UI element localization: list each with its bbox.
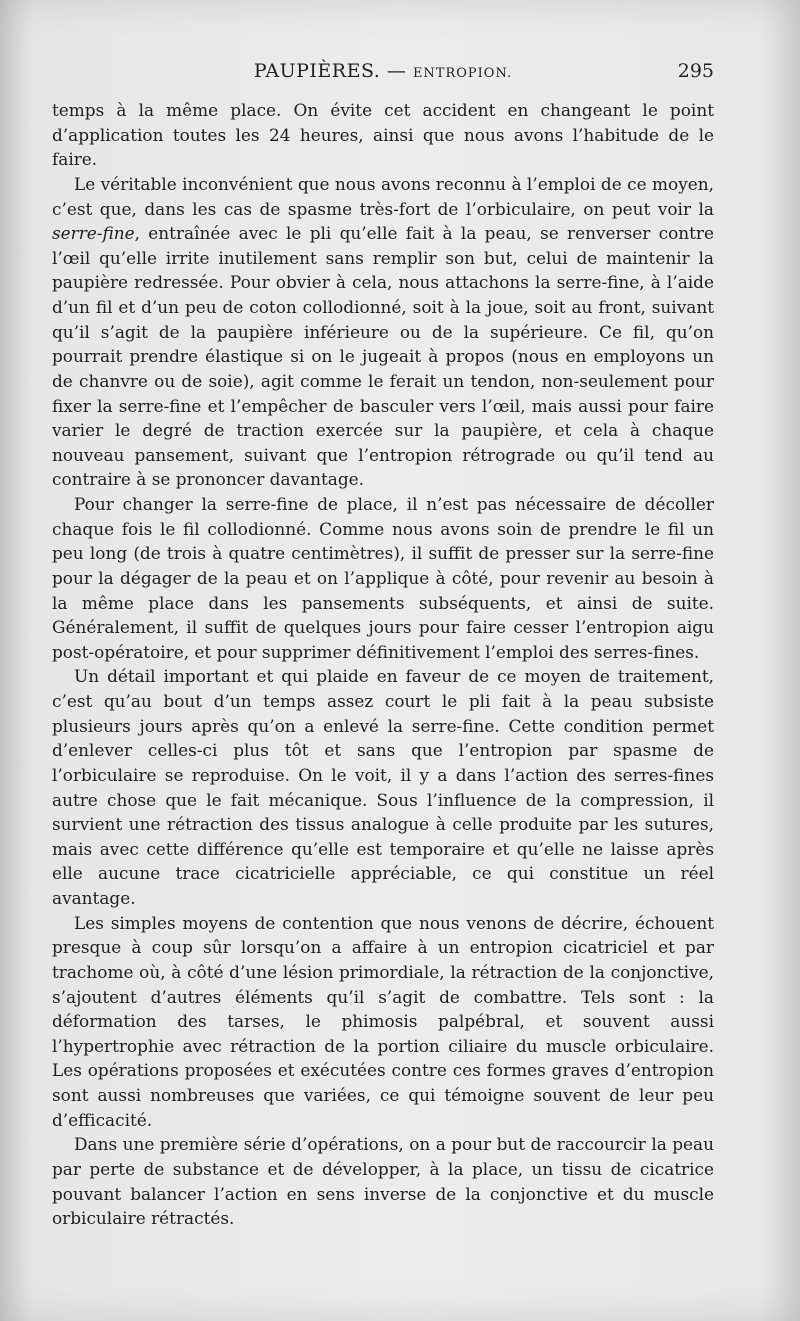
body-text (52, 98, 714, 1231)
paragraph-2-start: Le véritable inconvénient que nous avons reconnu à l’emploi de ce moyen, c’est que, dans les cas de spasme très-fort de l’orbiculaire, on peut voir la (52, 173, 714, 219)
paragraph-3: Pour changer la serre-fine de place, il n’est pas nécessaire de décoller chaque fois le fil collodionné. Comme nous avons soin de prendre le fil un peu long (de trois à quatre centimètres), il suffit de presser sur la serre-fine pour la dégager de la peau et on l’applique à côté, pour revenir au besoin à la même place dans les pansements subséquents, et ainsi de suite. Généralement, il suffit de quelques jours pour faire cesser l’entropion aigu post-opératoire, et pour supprimer définitivement l’emploi des serres-fines. (52, 494, 714, 662)
running-head (52, 60, 714, 82)
paragraph-2-rest: , entraînée avec le pli qu’elle fait à la peau, se renverser contre l’œil qu’elle irrite inutilement sans remplir son but, celui de maintenir la paupière redressée. Pour obvier à cela, nous attachons la serre-fine, à l’aide d’un fil et d’un peu de coton collodionné, soit à la joue, soit au front, suivant qu’il s’agit de la paupière inférieure ou de la supérieure. Ce fil, qu’on pourrait prendre élastique si on le jugeait à propos (nous en employons un de chanvre ou de soie), agit comme le ferait un tendon, non-seulement pour fixer la serre-fine et l’empêcher de basculer vers l’œil, mais aussi pour faire varier le degré de traction exercée sur la paupière, et cela à chaque nouveau pansement, suivant que l’entropion rétrograde ou qu’il tend au contraire à se prononcer davantage. (52, 223, 714, 490)
paragraph-1: temps à la même place. On évite cet accident en changeant le point d’application toutes les 24 heures, ainsi que nous avons l’habitude de le faire. (52, 100, 714, 170)
serre-fine-term: serre-fine (52, 223, 135, 244)
running-head-title: PAUPIÈRES. — (253, 60, 407, 82)
paragraph-2 (52, 172, 714, 492)
page-header (52, 60, 714, 90)
paragraph-6: Dans une première série d’opérations, on a pour but de raccourcir la peau par perte de substance et de développer, à la place, un tissu de cicatrice pouvant balancer l’action en sens inverse de la conjonctive et du muscle orbiculaire rétractés. (52, 1134, 714, 1229)
paragraph-5: Les simples moyens de contention que nous venons de décrire, échouent presque à coup sûr lorsqu’on a affaire à un entropion cicatriciel et par trachome où, à côté d’une lésion primordiale, la rétraction de la conjonctive, s’ajoutent d’autres éléments qu’il s’agit de combattre. Tels sont : la déformation des tarses, le phimosis palpébral, et souvent aussi l’hypertrophie avec rétraction de la portion ciliaire du muscle orbiculaire. Les opérations proposées et exécutées contre ces formes graves d’entropion sont aussi nombreuses que variées, ce qui témoigne souvent de leur peu d’efficacité. (52, 912, 714, 1130)
paragraph-4: Un détail important et qui plaide en faveur de ce moyen de traitement, c’est qu’au bout d’un temps assez court le pli fait à la peau subsiste plusieurs jours après qu’on a enlevé la serre-fine. Cette condition permet d’enlever celles-ci plus tôt et sans que l’entropion par spasme de l’orbiculaire se reproduise. On le voit, il y a dans l’action des serres-fines autre chose que le fait mécanique. Sous l’influence de la compression, il survient une rétraction des tissus analogue à celle produite par les sutures, mais avec cette différence qu’elle est temporaire et qu’elle ne laisse après elle aucune trace cicatricielle appréciable, ce qui constitue un réel avantage. (52, 666, 714, 908)
page-number: 295 (677, 60, 714, 82)
running-head-subtitle: ENTROPION. (412, 66, 513, 81)
